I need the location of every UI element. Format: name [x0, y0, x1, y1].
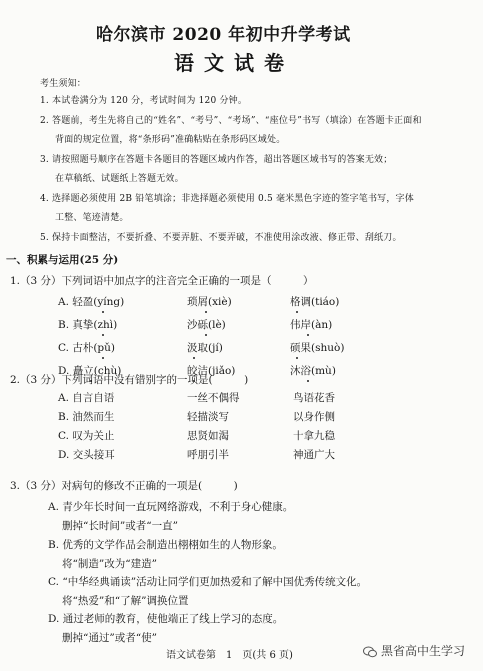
- q2-option-b-word3: 以身作侧: [293, 411, 335, 423]
- q1-option-a: A. 轻盈(yíng): [58, 296, 125, 308]
- q3-option-c: C. “中华经典诵读”活动让同学们更加热爱和了解中国优秀传统文化。: [48, 576, 368, 588]
- q1-option-d-word2: 皎洁(jiǎo): [187, 365, 236, 377]
- question-1-stem: 1.（3 分）下列词语中加点字的注音完全正确的一项是（ ）: [10, 275, 314, 287]
- emphasis-dot: [102, 311, 104, 313]
- emphasis-dot: [296, 357, 298, 359]
- wechat-icon: [363, 646, 377, 658]
- q2-option-b: B. 油然而生: [58, 411, 115, 423]
- q2-option-a-word2: 一丝不偶得: [187, 392, 240, 404]
- q2-option-a: A. 自言自语: [58, 392, 115, 404]
- q1-option-c-word3: 硕果(shuò): [290, 342, 345, 354]
- q3-option-a-fix: 删掉“长时间”或者“一直”: [62, 520, 178, 532]
- q2-option-d-word2: 呼朋引半: [187, 449, 229, 461]
- question-2-stem: 2.（3 分）下列词语中没有错别字的一项是( ): [10, 374, 249, 386]
- notice-item: 5. 保持卡面整洁，不要折叠、不要弄脏、不要弄破，不准使用涂改液、修正带、刮纸刀。: [40, 233, 402, 243]
- q3-option-d: D. 通过老师的教育，使他端正了线上学习的态度。: [48, 613, 284, 625]
- q2-option-d-word3: 神通广大: [293, 449, 335, 461]
- emphasis-dot: [307, 380, 309, 382]
- notice-item: 2. 答题前，考生先将自己的“姓名”、“考号”、“考场”、“座位号”书写（填涂）在答题卡正面和: [40, 116, 422, 126]
- q1-option-b: B. 真挚(zhì): [58, 319, 118, 331]
- q1-option-b-word3: 伟岸(àn): [290, 319, 333, 331]
- q3-option-b-fix: 将“制造”改为“建造”: [62, 558, 157, 570]
- emphasis-dot: [307, 334, 309, 336]
- question-3-stem: 3.（3 分）对病句的修改不正确的一项是( ): [10, 480, 238, 492]
- notice-item: 背面的规定位置，将“条形码”准确粘贴在条形码区域处。: [55, 135, 286, 145]
- emphasis-dot: [205, 311, 207, 313]
- q3-option-c-fix: 将“热爱”和“了解”调换位置: [62, 595, 189, 607]
- q2-option-c-word2: 思贤如渴: [187, 430, 229, 442]
- notice-item: 1. 本试卷满分为 120 分，考试时间为 120 分钟。: [40, 96, 248, 106]
- notice-item: 3. 请按照题号顺序在答题卡各题目的答题区域内作答，超出答题区域书写的答案无效；: [40, 155, 393, 165]
- q2-option-a-word3: 鸟语花香: [293, 392, 335, 404]
- emphasis-dot: [296, 311, 298, 313]
- section-heading: 一、积累与运用(25 分): [6, 254, 119, 266]
- q1-option-c: C. 古朴(pǔ): [58, 342, 116, 354]
- emphasis-dot: [205, 334, 207, 336]
- notice-item: 在草稿纸、试题纸上答题无效。: [55, 174, 184, 184]
- emphasis-dot: [193, 357, 195, 359]
- q2-option-c-word3: 十拿九稳: [293, 430, 335, 442]
- q1-option-d-word3: 沐浴(mù): [290, 365, 336, 377]
- q1-option-c-word2: 汲取(jí): [187, 342, 223, 354]
- q1-option-a-word2: 琐屑(xiè): [187, 296, 232, 308]
- notice-item: 4. 选择题必须使用 2B 铅笔填涂；非选择题必须使用 0.5 毫米黑色字迹的签字笔书写，字体: [40, 194, 414, 204]
- q1-option-b-word2: 沙砾(lè): [187, 319, 226, 331]
- q3-option-d-fix: 删掉“通过”或者“使”: [62, 632, 157, 644]
- emphasis-dot: [102, 357, 104, 359]
- q2-option-c: C. 叹为关止: [58, 430, 115, 442]
- q2-option-b-word2: 轻描淡写: [187, 411, 229, 423]
- q1-option-a-word3: 格调(tiáo): [290, 296, 340, 308]
- q1-option-d: D. 矗立(chù): [58, 365, 122, 377]
- notice-item: 工整、笔迹清楚。: [55, 213, 129, 223]
- q2-option-d: D. 交头接耳: [58, 449, 115, 461]
- watermark: 黑省高中生学习: [381, 644, 466, 658]
- exam-title: 哈尔滨市 2020 年初中升学考试: [96, 25, 351, 45]
- page-footer: 语文试卷第 1 页(共 6 页): [166, 650, 293, 661]
- q3-option-a: A. 青少年长时间一直玩网络游戏，不利于身心健康。: [48, 501, 294, 513]
- emphasis-dot: [102, 334, 104, 336]
- q3-option-b: B. 优秀的文学作品会制造出栩栩如生的人物形象。: [48, 539, 283, 551]
- notice-heading: 考生须知：: [40, 79, 87, 89]
- exam-subtitle: 语文试卷: [174, 51, 294, 75]
